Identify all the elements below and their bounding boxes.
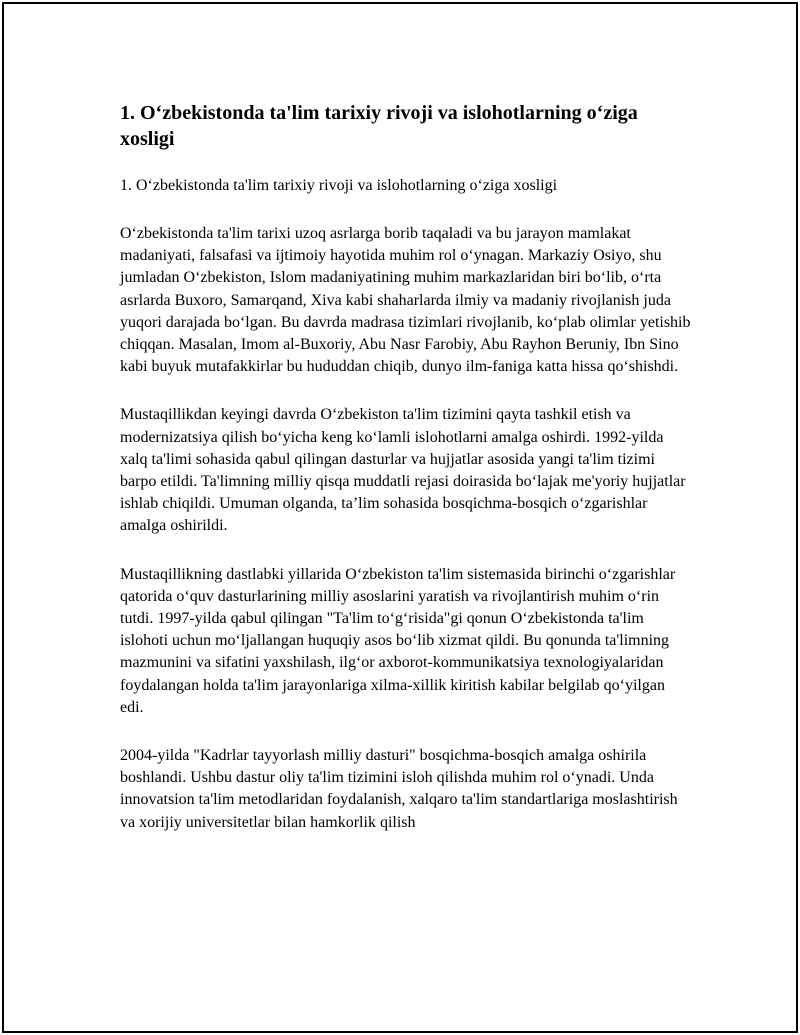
page-frame <box>2 2 798 1033</box>
document-body <box>120 100 692 834</box>
paragraph-2: Mustaqillikdan keyingi davrda O‘zbekiston ta'lim tizimini qayta tashkil etish va modernizatsiya qilish bo‘yicha keng ko‘lamli islohotlarni amalga oshirdi. 1992-yilda xalq ta'limi sohasida qabul qilingan dasturlar va hujjatlar asosida yangi ta'lim tizimi barpo etildi. Ta'limning milliy qisqa muddatli rejasi doirasida bo‘lajak me'yoriy hujjatlar ishlab chiqildi. Umuman olganda, ta’lim sohasida bosqichma-bosqich o‘zgarishlar amalga oshirildi. <box>120 406 686 535</box>
paragraph-4: 2004-yilda "Kadrlar tayyorlash milliy dasturi" bosqichma-bosqich amalga oshirila boshlandi. Ushbu dastur oliy ta'lim tizimini isloh qilishda muhim rol o‘ynadi. Unda innovatsion ta'lim metodlaridan foydalanish, xalqaro ta'lim standartlariga moslashtirish va xorijiy universitetlar bilan hamkorlik qilish <box>120 747 678 831</box>
document-title: 1. O‘zbekistonda ta'lim tarixiy rivoji va islohotlarning o‘ziga xosligi <box>120 102 638 150</box>
paragraph-3: Mustaqillikning dastlabki yillarida O‘zbekiston ta'lim sistemasida birinchi o‘zgarishlar qatorida o‘quv dasturlarining milliy asoslarini yaratish va rivojlantirish muhim o‘rin tutdi. 1997-yilda qabul qilingan "Ta'lim to‘g‘risida"gi qonun O‘zbekistonda ta'lim islohoti uchun mo‘ljallangan huquqiy asos bo‘lib xizmat qildi. Bu qonunda ta'limning mazmunini va sifatini yaxshilash, ilg‘or axborot-kommunikatsiya texnologiyalaridan foydalangan holda ta'lim jarayonlariga xilma-xillik kiritish kabilar belgilab qo‘yilgan edi. <box>120 565 676 716</box>
paragraph-1: O‘zbekistonda ta'lim tarixi uzoq asrlarga borib taqaladi va bu jarayon mamlakat madaniyati, falsafasi va ijtimoiy hayotida muhim rol o‘ynagan. Markaziy Osiyo, shu jumladan O‘zbekiston, Islom madaniyatining muhim markazlaridan biri bo‘lib, o‘rta asrlarda Buxoro, Samarqand, Xiva kabi shaharlarda ilmiy va madaniy rivojlanish juda yuqori darajada bo‘lgan. Bu davrda madrasa tizimlari rivojlanib, ko‘plab olimlar yetishib chiqqan. Masalan, Imom al-Buxoriy, Abu Nasr Farobiy, Abu Rayhon Beruniy, Ibn Sino kabi buyuk mutafakkirlar bu hududdan chiqib, dunyo ilm-faniga katta hissa qo‘shishdi. <box>120 225 691 376</box>
document-subtitle: 1. O‘zbekistonda ta'lim tarixiy rivoji va islohotlarning o‘ziga xosligi <box>120 177 558 194</box>
